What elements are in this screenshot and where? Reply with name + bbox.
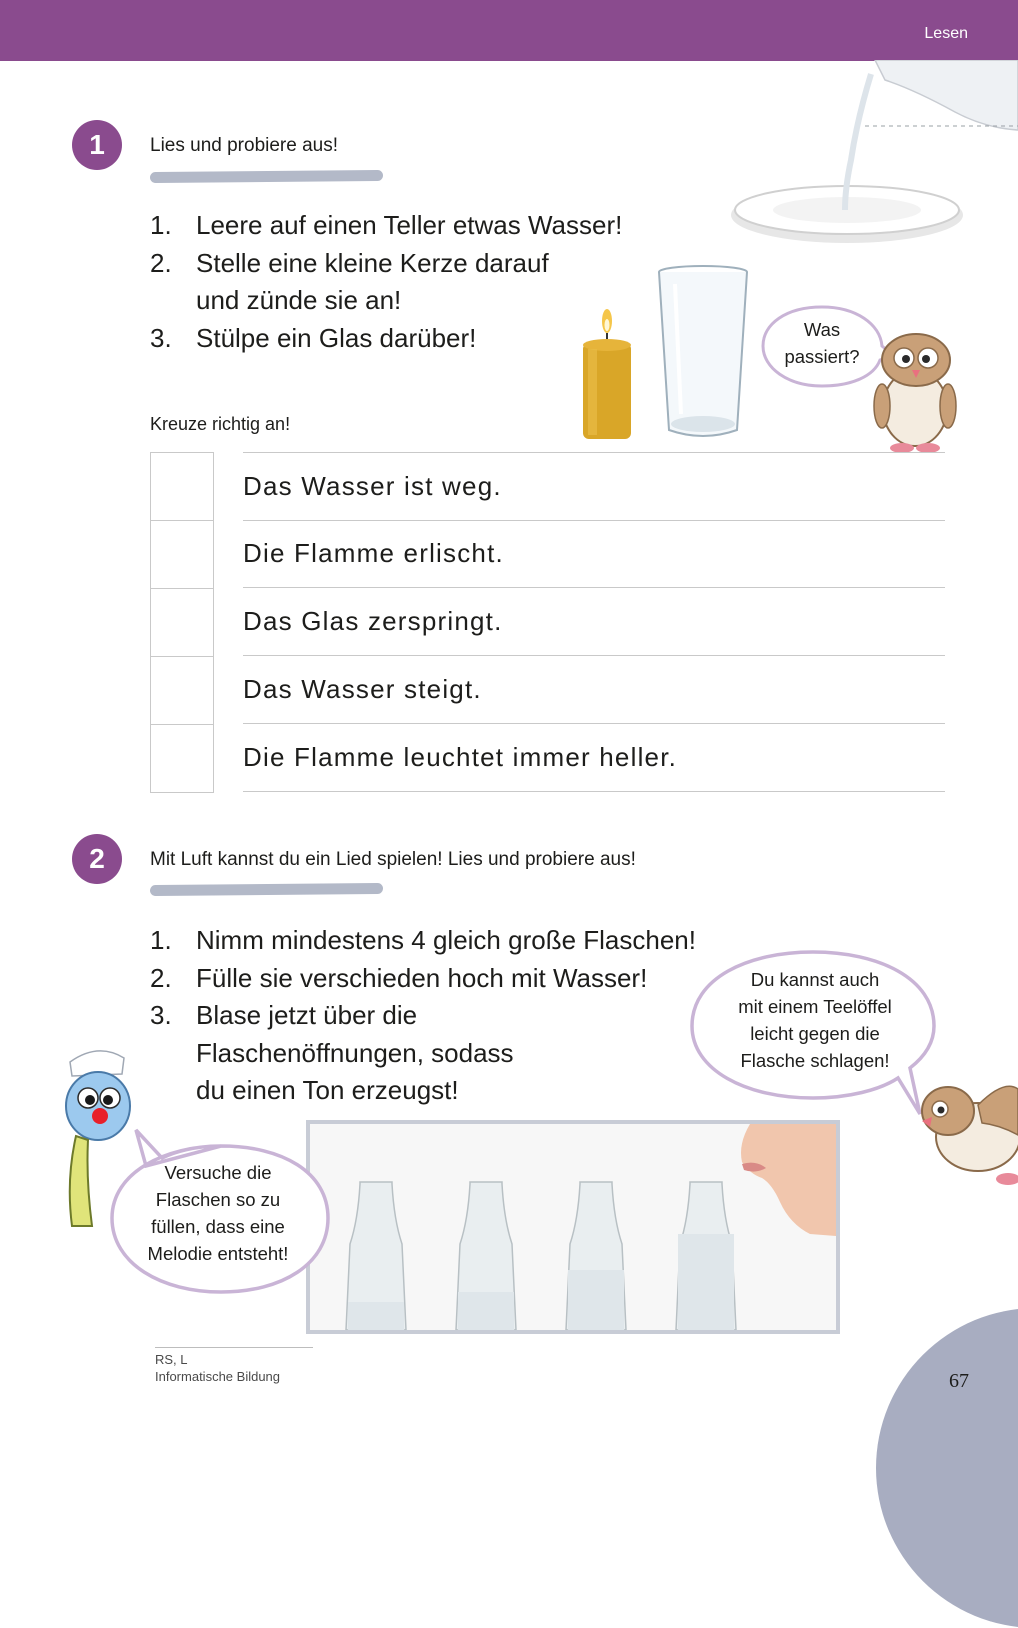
option-text: Das Glas zerspringt. bbox=[243, 588, 945, 656]
step-text: Nimm mindestens 4 gleich große Flaschen! bbox=[196, 925, 696, 955]
answer-checklist bbox=[150, 452, 945, 792]
checkbox[interactable] bbox=[150, 520, 214, 588]
checkbox[interactable] bbox=[150, 656, 214, 724]
step-text: und zünde sie an! bbox=[196, 285, 402, 315]
speech-bubble-melody bbox=[106, 1126, 332, 1298]
step-text: Blase jetzt über die bbox=[196, 1000, 418, 1030]
plate-water-illustration bbox=[725, 60, 1018, 250]
task2-instruction: Mit Luft kannst du ein Lied spielen! Lies und probiere aus! bbox=[150, 849, 636, 870]
task1-instruction: Lies und probiere aus! bbox=[150, 135, 339, 156]
checklist-row bbox=[150, 520, 945, 588]
step-text: Leere auf einen Teller etwas Wasser! bbox=[196, 210, 623, 240]
header-bar bbox=[0, 0, 1018, 61]
bubble-line: Was bbox=[803, 319, 841, 340]
flying-owl-mascot bbox=[918, 1075, 1018, 1195]
checkbox[interactable] bbox=[150, 588, 214, 656]
step-item bbox=[150, 207, 710, 245]
owl-mascot bbox=[872, 330, 958, 456]
candle-illustration bbox=[580, 305, 636, 445]
step-text: Stülpe ein Glas darüber! bbox=[196, 322, 477, 353]
step-number: 1. bbox=[150, 210, 172, 240]
cross-instruction: Kreuze richtig an! bbox=[150, 414, 291, 434]
bubble-line: passiert? bbox=[784, 346, 860, 367]
step-text: Fülle sie verschieden hoch mit Wasser! bbox=[196, 962, 648, 993]
step-item bbox=[150, 922, 750, 960]
task2-steps bbox=[150, 922, 750, 1110]
page-number: 67 bbox=[949, 1370, 969, 1392]
step-item bbox=[150, 997, 750, 1110]
section-title: Lesen bbox=[924, 25, 968, 42]
bubble-line: leicht gegen die bbox=[750, 1023, 880, 1044]
bubble-line: Du kannst auch bbox=[750, 969, 880, 990]
bubble-line: füllen, dass eine bbox=[151, 1216, 285, 1237]
checklist-row bbox=[150, 588, 945, 656]
checklist-row bbox=[150, 724, 945, 792]
option-text: Die Flamme leuchtet immer heller. bbox=[243, 724, 945, 792]
step-number: 1. bbox=[150, 925, 172, 955]
step-number: 3. bbox=[150, 322, 172, 353]
instruction-underline bbox=[150, 883, 383, 896]
bubble-line: mit einem Teelöffel bbox=[738, 996, 892, 1017]
task-number-2: 2 bbox=[72, 834, 122, 884]
checklist-row bbox=[150, 452, 945, 520]
step-text: Stelle eine kleine Kerze darauf bbox=[196, 247, 549, 278]
bubble-line: Flasche schlagen! bbox=[740, 1050, 890, 1071]
step-number: 3. bbox=[150, 1000, 172, 1030]
step-number: 2. bbox=[150, 247, 172, 278]
instruction-underline bbox=[150, 170, 383, 183]
speech-bubble-tip bbox=[688, 948, 938, 1120]
step-text: du einen Ton erzeugst! bbox=[196, 1075, 459, 1105]
step-item bbox=[150, 960, 750, 998]
bubble-line: Melodie entsteht! bbox=[147, 1243, 289, 1264]
step-number: 2. bbox=[150, 962, 172, 993]
checkbox[interactable] bbox=[150, 724, 214, 793]
option-text: Die Flamme erlischt. bbox=[243, 520, 945, 588]
checkbox[interactable] bbox=[150, 452, 214, 520]
footer-label-2: Informatische Bildung bbox=[155, 1369, 281, 1384]
glass-illustration bbox=[655, 264, 751, 444]
checklist-row bbox=[150, 656, 945, 724]
footer-label-1: RS, L bbox=[155, 1352, 188, 1367]
bubble-line: Flaschen so zu bbox=[155, 1189, 281, 1210]
footer-divider bbox=[155, 1347, 313, 1348]
bottles-photo bbox=[306, 1120, 840, 1334]
page-corner-decoration bbox=[876, 1308, 1018, 1628]
option-text: Das Wasser ist weg. bbox=[243, 452, 945, 521]
bubble-line: Versuche die bbox=[164, 1162, 272, 1183]
task-number-1: 1 bbox=[72, 120, 122, 170]
option-text: Das Wasser steigt. bbox=[243, 656, 945, 724]
step-text: Flaschenöffnungen, sodass bbox=[196, 1037, 514, 1068]
